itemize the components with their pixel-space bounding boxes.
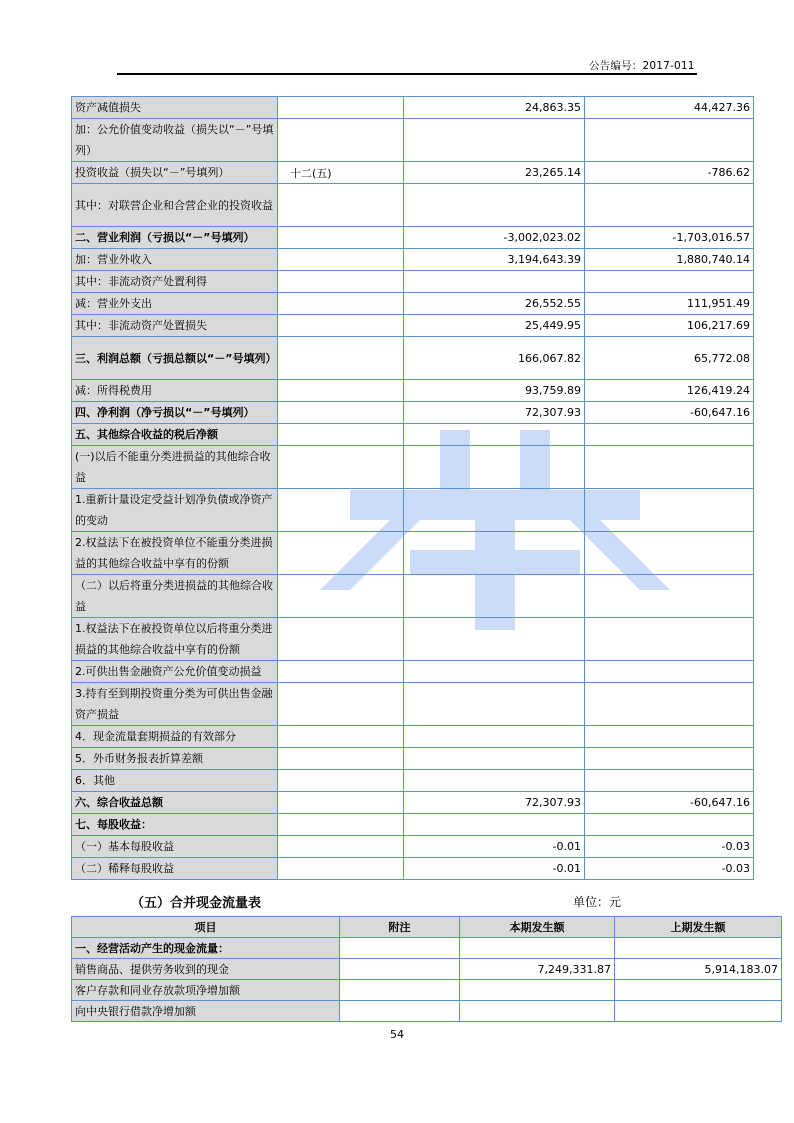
row-prior-amount: -0.03 xyxy=(585,836,754,858)
row-current-amount xyxy=(404,770,585,792)
row-prior-amount: -60,647.16 xyxy=(585,792,754,814)
row-prior-amount: -60,647.16 xyxy=(585,402,754,424)
row-prior-amount: 44,427.36 xyxy=(585,97,754,119)
row-prior-amount xyxy=(585,575,754,618)
row-note xyxy=(278,315,404,337)
table-row xyxy=(72,959,782,980)
row-note xyxy=(278,227,404,249)
row-prior-amount xyxy=(585,532,754,575)
row-note xyxy=(278,770,404,792)
row-note xyxy=(340,959,460,980)
row-prior-amount xyxy=(585,184,754,227)
table-row xyxy=(72,770,754,792)
row-current-amount: -0.01 xyxy=(404,836,585,858)
row-prior-amount xyxy=(585,489,754,532)
table-row xyxy=(72,748,754,770)
row-label: 销售商品、提供劳务收到的现金 xyxy=(72,959,340,980)
table-row xyxy=(72,97,754,119)
row-note xyxy=(278,532,404,575)
income-statement-table xyxy=(71,96,754,880)
cash-flow-header-row xyxy=(72,917,782,938)
row-label: 其中：非流动资产处置损失 xyxy=(72,315,278,337)
row-note: 十二(五) xyxy=(278,162,404,184)
row-prior-amount xyxy=(585,748,754,770)
row-current-amount: 3,194,643.39 xyxy=(404,249,585,271)
row-label: 1.权益法下在被投资单位以后将重分类进损益的其他综合收益中享有的份额 xyxy=(72,618,278,661)
row-note xyxy=(340,938,460,959)
table-row xyxy=(72,293,754,315)
row-current-amount: 166,067.82 xyxy=(404,337,585,380)
table-row xyxy=(72,618,754,661)
column-header-item: 项目 xyxy=(72,917,340,938)
row-note xyxy=(278,858,404,880)
row-label: 加：营业外收入 xyxy=(72,249,278,271)
row-prior-amount: 65,772.08 xyxy=(585,337,754,380)
row-label: 六、综合收益总额 xyxy=(72,792,278,814)
table-row xyxy=(72,1001,782,1022)
row-label: 向中央银行借款净增加额 xyxy=(72,1001,340,1022)
table-row xyxy=(72,938,782,959)
cash-flow-section-title: （五）合并现金流量表 xyxy=(131,896,262,911)
row-prior-amount xyxy=(585,618,754,661)
row-label: 三、利润总额（亏损总额以“－”号填列） xyxy=(72,337,278,380)
table-row xyxy=(72,726,754,748)
row-note xyxy=(340,1001,460,1022)
row-note xyxy=(278,814,404,836)
row-prior-amount: 126,419.24 xyxy=(585,380,754,402)
row-label: (一)以后不能重分类进损益的其他综合收益 xyxy=(72,446,278,489)
row-current-amount xyxy=(404,119,585,162)
row-current-amount: 7,249,331.87 xyxy=(460,959,615,980)
table-row xyxy=(72,661,754,683)
row-note xyxy=(278,380,404,402)
table-row xyxy=(72,814,754,836)
row-label: （一）基本每股收益 xyxy=(72,836,278,858)
row-prior-amount xyxy=(615,938,782,959)
row-current-amount xyxy=(460,938,615,959)
row-note xyxy=(278,489,404,532)
row-label: 其中：对联营企业和合营企业的投资收益 xyxy=(72,184,278,227)
row-label: 其中：非流动资产处置利得 xyxy=(72,271,278,293)
row-current-amount xyxy=(404,683,585,726)
row-note xyxy=(278,293,404,315)
row-current-amount xyxy=(404,532,585,575)
row-current-amount xyxy=(404,271,585,293)
table-row xyxy=(72,271,754,293)
row-prior-amount xyxy=(585,271,754,293)
row-prior-amount xyxy=(585,770,754,792)
row-label: 减：所得税费用 xyxy=(72,380,278,402)
row-prior-amount xyxy=(585,683,754,726)
table-row xyxy=(72,162,754,184)
table-row xyxy=(72,792,754,814)
row-note xyxy=(278,836,404,858)
row-note xyxy=(340,980,460,1001)
row-current-amount: 25,449.95 xyxy=(404,315,585,337)
row-current-amount xyxy=(404,661,585,683)
row-note xyxy=(278,271,404,293)
row-label: 投资收益（损失以“－”号填列） xyxy=(72,162,278,184)
row-note xyxy=(278,661,404,683)
row-label: （二）稀释每股收益 xyxy=(72,858,278,880)
row-note xyxy=(278,446,404,489)
row-note xyxy=(278,337,404,380)
row-note xyxy=(278,184,404,227)
row-label: 5．外币财务报表折算差额 xyxy=(72,748,278,770)
row-prior-amount xyxy=(585,661,754,683)
row-current-amount xyxy=(404,618,585,661)
row-note xyxy=(278,402,404,424)
row-prior-amount: 1,880,740.14 xyxy=(585,249,754,271)
table-row xyxy=(72,446,754,489)
page-number: 54 xyxy=(390,1028,404,1041)
table-row xyxy=(72,119,754,162)
row-note xyxy=(278,726,404,748)
row-current-amount: 24,863.35 xyxy=(404,97,585,119)
cash-flow-table xyxy=(71,916,782,1022)
row-label: 七、每股收益： xyxy=(72,814,278,836)
row-label: 客户存款和同业存放款项净增加额 xyxy=(72,980,340,1001)
row-label: 1.重新计量设定受益计划净负债或净资产的变动 xyxy=(72,489,278,532)
row-note xyxy=(278,119,404,162)
row-current-amount xyxy=(404,814,585,836)
row-current-amount: 72,307.93 xyxy=(404,792,585,814)
row-current-amount xyxy=(404,446,585,489)
row-current-amount xyxy=(404,489,585,532)
row-current-amount xyxy=(460,980,615,1001)
row-label: 2.可供出售金融资产公允价值变动损益 xyxy=(72,661,278,683)
row-current-amount xyxy=(404,726,585,748)
row-prior-amount: -786.62 xyxy=(585,162,754,184)
row-label: 4．现金流量套期损益的有效部分 xyxy=(72,726,278,748)
row-prior-amount xyxy=(585,814,754,836)
row-label: 3.持有至到期投资重分类为可供出售金融资产损益 xyxy=(72,683,278,726)
row-prior-amount xyxy=(615,1001,782,1022)
table-row xyxy=(72,402,754,424)
table-row xyxy=(72,184,754,227)
row-label: 加：公允价值变动收益（损失以“－”号填列） xyxy=(72,119,278,162)
table-row xyxy=(72,836,754,858)
table-row xyxy=(72,980,782,1001)
row-label: 五、其他综合收益的税后净额 xyxy=(72,424,278,446)
row-prior-amount: -1,703,016.57 xyxy=(585,227,754,249)
row-current-amount: -0.01 xyxy=(404,858,585,880)
row-prior-amount xyxy=(585,446,754,489)
row-current-amount xyxy=(404,184,585,227)
row-label: （二）以后将重分类进损益的其他综合收益 xyxy=(72,575,278,618)
income-statement-body xyxy=(72,97,754,880)
table-row xyxy=(72,424,754,446)
row-prior-amount: 5,914,183.07 xyxy=(615,959,782,980)
row-note xyxy=(278,97,404,119)
table-row xyxy=(72,227,754,249)
row-current-amount: 23,265.14 xyxy=(404,162,585,184)
row-label: 二、营业利润（亏损以“－”号填列） xyxy=(72,227,278,249)
table-row xyxy=(72,683,754,726)
row-note xyxy=(278,683,404,726)
row-prior-amount xyxy=(615,980,782,1001)
announcement-number: 公告编号：2017-011 xyxy=(589,60,695,72)
row-note xyxy=(278,748,404,770)
row-label: 2.权益法下在被投资单位不能重分类进损益的其他综合收益中享有的份额 xyxy=(72,532,278,575)
row-current-amount xyxy=(460,1001,615,1022)
row-label: 减：营业外支出 xyxy=(72,293,278,315)
column-header-note: 附注 xyxy=(340,917,460,938)
row-label: 四、净利润（净亏损以“－”号填列） xyxy=(72,402,278,424)
row-current-amount xyxy=(404,575,585,618)
table-row xyxy=(72,532,754,575)
row-prior-amount xyxy=(585,119,754,162)
table-row xyxy=(72,315,754,337)
column-header-current: 本期发生额 xyxy=(460,917,615,938)
row-label: 资产减值损失 xyxy=(72,97,278,119)
row-prior-amount: 111,951.49 xyxy=(585,293,754,315)
table-row xyxy=(72,575,754,618)
row-prior-amount: -0.03 xyxy=(585,858,754,880)
table-row xyxy=(72,489,754,532)
row-current-amount xyxy=(404,748,585,770)
row-current-amount: 72,307.93 xyxy=(404,402,585,424)
header-rule xyxy=(117,73,697,75)
row-prior-amount: 106,217.69 xyxy=(585,315,754,337)
table-row xyxy=(72,249,754,271)
row-current-amount xyxy=(404,424,585,446)
row-current-amount: -3,002,023.02 xyxy=(404,227,585,249)
row-note xyxy=(278,424,404,446)
row-note xyxy=(278,249,404,271)
row-note xyxy=(278,575,404,618)
column-header-prior: 上期发生额 xyxy=(615,917,782,938)
row-prior-amount xyxy=(585,726,754,748)
table-row xyxy=(72,380,754,402)
row-current-amount: 26,552.55 xyxy=(404,293,585,315)
row-label: 6．其他 xyxy=(72,770,278,792)
row-note xyxy=(278,792,404,814)
row-prior-amount xyxy=(585,424,754,446)
table-row xyxy=(72,337,754,380)
row-label: 一、经营活动产生的现金流量： xyxy=(72,938,340,959)
cash-flow-body xyxy=(72,917,782,1022)
cash-flow-unit: 单位：元 xyxy=(573,895,622,909)
row-note xyxy=(278,618,404,661)
row-current-amount: 93,759.89 xyxy=(404,380,585,402)
table-row xyxy=(72,858,754,880)
